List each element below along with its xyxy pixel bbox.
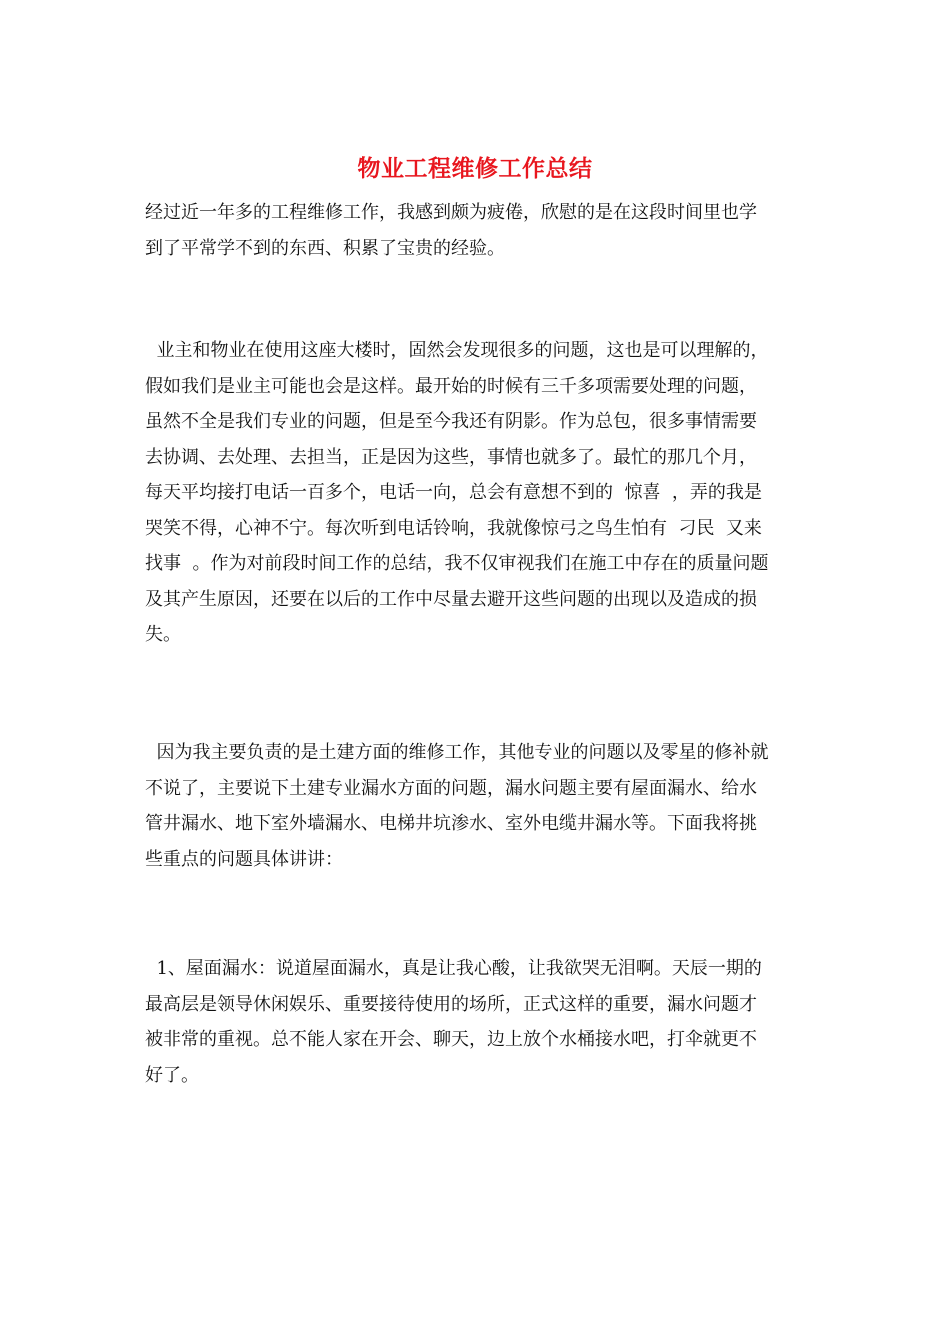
paragraph-line: 到了平常学不到的东西、积累了宝贵的经验。	[145, 237, 505, 259]
paragraph-line: 些重点的问题具体讲讲：	[145, 848, 343, 870]
paragraph-line: 每天平均接打电话一百多个，电话一向，总会有意想不到的 惊喜 ，弄的我是	[145, 482, 762, 503]
paragraph-roof-leak	[145, 951, 810, 1093]
paragraph-line: 业主和物业在使用这座大楼时，固然会发现很多的问题，这也是可以理解的，	[145, 340, 769, 361]
paragraph-line: 最高层是领导休闲娱乐、重要接待使用的场所，正式这样的重要，漏水问题才	[145, 993, 757, 1015]
document-title: 物业工程维修工作总结	[357, 155, 593, 182]
paragraph-line: 管井漏水、地下室外墙漏水、电梯井坑渗水、室外电缆井漏水等。下面我将挑	[145, 813, 757, 834]
paragraph-line: 虽然不全是我们专业的问题，但是至今我还有阴影。作为总包，很多事情需要	[145, 411, 757, 432]
paragraph-line: 不说了，主要说下土建专业漏水方面的问题，漏水问题主要有屋面漏水、给水	[145, 777, 757, 799]
paragraph-line: 去协调、去处理、去担当，正是因为这些，事情也就多了。最忙的那几个月，	[145, 446, 757, 468]
paragraph-line: 及其产生原因，还要在以后的工作中尽量去避开这些问题的出现以及造成的损	[145, 588, 757, 610]
paragraph-line: 找事 。作为对前段时间工作的总结，我不仅审视我们在施工中存在的质量问题	[145, 553, 769, 574]
paragraph-line: 被非常的重视。总不能人家在开会、聊天，边上放个水桶接水吧，打伞就更不	[145, 1029, 757, 1050]
paragraph-line: 因为我主要负责的是土建方面的维修工作，其他专业的问题以及零星的修补就	[145, 742, 769, 763]
paragraph-intro	[145, 195, 810, 266]
paragraph-line: 1、屋面漏水：说道屋面漏水，真是让我心酸，让我欲哭无泪啊。天辰一期的	[145, 958, 762, 979]
paragraph-civil-works	[145, 735, 810, 877]
paragraph-line: 哭笑不得，心神不宁。每次听到电话铃响，我就像惊弓之鸟生怕有 刁民 又来	[145, 517, 762, 539]
paragraph-problems	[145, 333, 810, 653]
paragraph-line: 经过近一年多的工程维修工作，我感到颇为疲倦，欣慰的是在这段时间里也学	[145, 202, 757, 223]
paragraph-line: 假如我们是业主可能也会是这样。最开始的时候有三千多项需要处理的问题，	[145, 375, 757, 397]
paragraph-line: 失。	[145, 624, 181, 645]
paragraph-line: 好了。	[145, 1064, 199, 1086]
